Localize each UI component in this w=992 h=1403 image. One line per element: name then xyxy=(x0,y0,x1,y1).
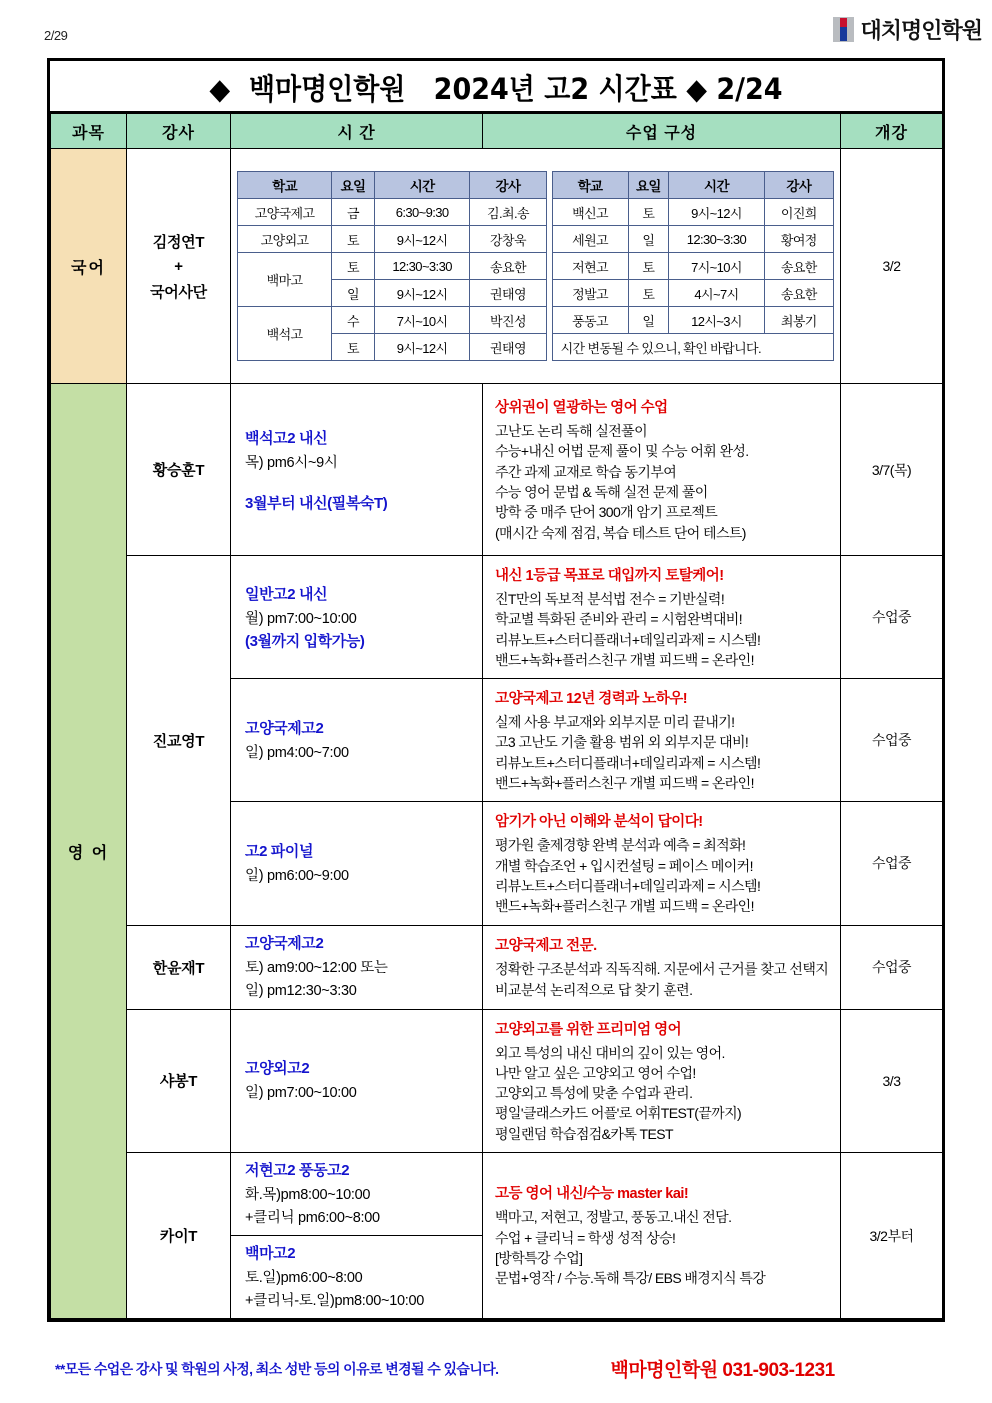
detail-line: 고난도 논리 독해 실전풀이 xyxy=(495,423,648,440)
start-date-english-0: 3/7(목) xyxy=(841,384,943,556)
inner-header-row xyxy=(552,172,833,199)
header-start: 개강 xyxy=(841,114,943,149)
time-line: +클리닉 pm6:00~8:00 xyxy=(245,1210,380,1227)
detail-line: 백마고, 저현고, 정발고, 풍동고.내신 전담. xyxy=(495,1209,732,1226)
detail-english-6 xyxy=(483,1153,841,1319)
start-date-english-3: 수업중 xyxy=(841,802,943,925)
detail-line: 수능+내신 어법 문제 풀이 및 수능 어휘 완성. xyxy=(495,443,749,460)
brand-logo xyxy=(833,14,982,45)
cell-school: 정발고 xyxy=(552,280,628,307)
cell-teacher: 김.최.송 xyxy=(470,199,546,226)
detail-english-0 xyxy=(483,384,841,556)
table-row xyxy=(552,253,833,280)
cell-teacher: 송요한 xyxy=(764,280,833,307)
time-english-0 xyxy=(231,384,483,556)
table-row xyxy=(552,199,833,226)
inner-header-school: 학교 xyxy=(552,172,628,199)
start-date-english-6: 3/2부터 xyxy=(841,1153,943,1319)
cell-teacher: 권태영 xyxy=(470,334,546,361)
korean-schedule-table-b xyxy=(552,171,834,361)
start-date-english-2: 수업중 xyxy=(841,679,943,802)
detail-line: 밴드+녹화+플러스친구 개별 피드백 = 온라인! xyxy=(495,898,754,915)
start-date-korean: 3/2 xyxy=(841,149,943,384)
detail-line: 평일랜덤 학습점검&카톡 TEST xyxy=(495,1125,673,1142)
table-header-row xyxy=(51,114,943,149)
time-line: 일) pm7:00~10:00 xyxy=(245,1085,357,1102)
inner-header-teacher: 강사 xyxy=(764,172,833,199)
detail-line: 학교별 특화된 준비와 관리 = 시험완벽대비! xyxy=(495,611,743,628)
time-note: (3월까지 입학가능) xyxy=(245,633,365,651)
detail-line: 밴드+녹화+플러스친구 개별 피드백 = 온라인! xyxy=(495,775,754,792)
cell-time: 9시~12시 xyxy=(374,334,469,361)
start-date-english-4: 수업중 xyxy=(841,925,943,1009)
teacher-name-line1: 김정연T xyxy=(152,233,205,251)
cell-day: 일 xyxy=(628,307,669,334)
inner-header-school: 학교 xyxy=(238,172,332,199)
cell-time: 12시~3시 xyxy=(669,307,764,334)
cell-school: 고양국제고 xyxy=(238,199,332,226)
time-line: 일) pm6:00~9:00 xyxy=(245,867,349,884)
time-note: 3월부터 내신(필복숙T) xyxy=(245,494,388,512)
detail-line: 평가원 출제경향 완벽 분석과 예측 = 최적화! xyxy=(495,837,746,854)
inner-header-row xyxy=(238,172,547,199)
page-number: 2/29 xyxy=(44,28,68,43)
detail-line: 실제 사용 부교재와 외부지문 미리 끝내기! xyxy=(495,714,735,731)
time-title: 일반고2 내신 xyxy=(245,586,328,604)
detail-line: 리뷰노트+스터디플래너+데일리과제 = 시스템! xyxy=(495,754,761,771)
time-english-3 xyxy=(231,802,483,925)
start-date-english-5: 3/3 xyxy=(841,1009,943,1152)
footer-phone: 백마명인학원 031-903-1231 xyxy=(610,1360,835,1381)
teacher-english-6: 카이T xyxy=(127,1153,231,1319)
cell-time: 6:30~9:30 xyxy=(374,199,469,226)
time-line: 월) pm7:00~10:00 xyxy=(245,611,357,628)
cell-school: 풍동고 xyxy=(552,307,628,334)
detail-line: 리뷰노트+스터디플래너+데일리과제 = 시스템! xyxy=(495,631,761,648)
teacher-english-1: 진교영T xyxy=(127,556,231,926)
time-english-2 xyxy=(231,679,483,802)
inner-header-teacher: 강사 xyxy=(470,172,546,199)
cell-day: 토 xyxy=(332,253,375,280)
detail-line: 정확한 구조분석과 직독직해. 지문에서 근거를 찾고 선택지 xyxy=(495,961,829,978)
time-title: 고2 파이널 xyxy=(245,842,314,860)
time-title: 고양국제고2 xyxy=(245,719,324,737)
detail-line: 평일'클래스카드 어플'로 어휘TEST(끝까지) xyxy=(495,1105,742,1122)
teacher-plus: + xyxy=(174,257,183,275)
detail-english-1 xyxy=(483,556,841,679)
detail-line: 수능 영어 문법 & 독해 실전 문제 풀이 xyxy=(495,484,708,500)
time-english-5 xyxy=(231,1009,483,1152)
table-row xyxy=(51,1009,943,1152)
table-row xyxy=(238,226,547,253)
teacher-english-0: 황승훈T xyxy=(127,384,231,556)
table-row xyxy=(552,307,833,334)
start-date-english-1: 수업중 xyxy=(841,556,943,679)
logo-mark-icon xyxy=(833,17,854,42)
time-line: 토.일)pm6:00~8:00 xyxy=(245,1270,363,1287)
detail-headline: 상위권이 열광하는 영어 수업 xyxy=(495,400,668,417)
detail-line: 나만 알고 싶은 고양외고 영어 수업! xyxy=(495,1064,696,1081)
brand-logo-text: 대치명인학원 xyxy=(860,18,982,43)
detail-english-4 xyxy=(483,925,841,1009)
detail-english-5 xyxy=(483,1009,841,1152)
teacher-english-4: 한윤재T xyxy=(127,925,231,1009)
cell-teacher: 송요한 xyxy=(470,253,546,280)
time-english-6b xyxy=(231,1236,483,1319)
cell-day: 수 xyxy=(332,307,375,334)
table-row xyxy=(552,226,833,253)
inner-header-time: 시간 xyxy=(374,172,469,199)
cell-day: 토 xyxy=(628,253,669,280)
cell-day: 일 xyxy=(332,280,375,307)
table-row xyxy=(238,199,547,226)
table-row xyxy=(51,384,943,556)
table-row xyxy=(51,1153,943,1236)
detail-line: 문법+영작 / 수능.독해 특강/ EBS 배경지식 특강 xyxy=(495,1270,766,1287)
detail-line: 고양외고 특성에 맞춘 수업과 관리. xyxy=(495,1085,693,1102)
teacher-name-line2: 국어사단 xyxy=(150,283,207,301)
detail-line: 외고 특성의 내신 대비의 깊이 있는 영어. xyxy=(495,1044,725,1061)
cell-time: 7시~10시 xyxy=(669,253,764,280)
cell-time: 9시~12시 xyxy=(374,280,469,307)
time-english-4 xyxy=(231,925,483,1009)
time-line: 일) pm4:00~7:00 xyxy=(245,744,349,761)
teacher-english-5: 샤봉T xyxy=(127,1009,231,1152)
table-row xyxy=(552,280,833,307)
detail-headline: 암기가 아닌 이해와 분석이 답이다! xyxy=(495,814,703,831)
cell-day: 토 xyxy=(628,199,669,226)
cell-teacher: 박진성 xyxy=(470,307,546,334)
time-line: 일) pm12:30~3:30 xyxy=(245,983,357,1000)
time-line: +클리닉-토.일)pm8:00~10:00 xyxy=(245,1293,425,1310)
detail-line: 밴드+녹화+플러스친구 개별 피드백 = 온라인! xyxy=(495,651,754,668)
time-line: 토) am9:00~12:00 또는 xyxy=(245,960,388,977)
time-title: 고양국제고2 xyxy=(245,935,324,953)
detail-english-2 xyxy=(483,679,841,802)
table-row xyxy=(238,253,547,280)
table-row xyxy=(51,925,943,1009)
detail-line: [방학특강 수업] xyxy=(495,1250,583,1267)
schedule-change-note: 시간 변동될 수 있으니, 확인 바랍니다. xyxy=(552,334,833,361)
inner-header-day: 요일 xyxy=(332,172,375,199)
cell-teacher: 최봉기 xyxy=(764,307,833,334)
cell-day: 금 xyxy=(332,199,375,226)
detail-headline: 고등 영어 내신/수능 master kai! xyxy=(495,1186,689,1203)
korean-schedule-cell xyxy=(231,149,841,384)
header-subject: 과목 xyxy=(51,114,127,149)
teacher-korean xyxy=(127,149,231,384)
timetable-frame xyxy=(47,58,945,1322)
cell-time: 12:30~3:30 xyxy=(374,253,469,280)
time-title: 저현고2 풍동고2 xyxy=(245,1162,350,1180)
time-title: 고양외고2 xyxy=(245,1060,310,1078)
cell-school: 백신고 xyxy=(552,199,628,226)
inner-header-time: 시간 xyxy=(669,172,764,199)
subject-english: 영 어 xyxy=(51,384,127,1319)
detail-english-3 xyxy=(483,802,841,925)
cell-teacher: 이진희 xyxy=(764,199,833,226)
detail-headline: 고양외고를 위한 프리미엄 영어 xyxy=(495,1021,682,1038)
table-row xyxy=(51,556,943,679)
header-time: 시 간 xyxy=(231,114,483,149)
cell-day: 일 xyxy=(628,226,669,253)
time-english-1 xyxy=(231,556,483,679)
time-english-6a xyxy=(231,1153,483,1236)
detail-line: 개별 학습조언 + 입시컨설팅 = 페이스 메이커! xyxy=(495,857,753,874)
cell-day: 토 xyxy=(628,280,669,307)
korean-schedule-table-a xyxy=(237,171,547,361)
detail-headline: 고양국제고 전문. xyxy=(495,938,597,955)
subject-korean: 국어 xyxy=(51,149,127,384)
table-row xyxy=(238,307,547,334)
detail-line: 수업 + 클리닉 = 학생 성적 상승! xyxy=(495,1229,676,1246)
cell-school: 백석고 xyxy=(238,307,332,361)
page-title: ◆ 백마명인학원 2024년 고2 시간표 ◆ 2/24 xyxy=(209,72,783,106)
time-line: 화.목)pm8:00~10:00 xyxy=(245,1187,371,1204)
cell-school: 저현고 xyxy=(552,253,628,280)
cell-teacher: 강창욱 xyxy=(470,226,546,253)
detail-line: 리뷰노트+스터디플래너+데일리과제 = 시스템! xyxy=(495,877,761,894)
title-band xyxy=(50,61,942,113)
page-footer xyxy=(47,1355,945,1382)
time-title: 백석고2 내신 xyxy=(245,429,328,447)
cell-teacher: 황여정 xyxy=(764,226,833,253)
inner-header-day: 요일 xyxy=(628,172,669,199)
cell-school: 백마고 xyxy=(238,253,332,307)
detail-line: 비교분석 논리적으로 답 찾기 훈련. xyxy=(495,981,693,998)
cell-day: 토 xyxy=(332,226,375,253)
time-title: 백마고2 xyxy=(245,1245,296,1263)
detail-line: 진T만의 독보적 분석법 전수 = 기반실력! xyxy=(495,591,725,607)
header-detail: 수업 구성 xyxy=(483,114,841,149)
detail-line: 방학 중 매주 단어 300개 암기 프로젝트 xyxy=(495,504,718,521)
detail-line: 고3 고난도 기출 활용 범위 외 외부지문 대비! xyxy=(495,734,749,751)
cell-school: 고양외고 xyxy=(238,226,332,253)
cell-teacher: 송요한 xyxy=(764,253,833,280)
footer-disclaimer: **모든 수업은 강사 및 학원의 사정, 최소 성반 등의 이유로 변경될 수 있습니다. xyxy=(55,1360,499,1377)
cell-time: 12:30~3:30 xyxy=(669,226,764,253)
detail-headline: 내신 1등급 목표로 대입까지 토탈케어! xyxy=(495,568,724,584)
cell-time: 9시~12시 xyxy=(669,199,764,226)
cell-time: 9시~12시 xyxy=(374,226,469,253)
cell-time: 7시~10시 xyxy=(374,307,469,334)
cell-time: 4시~7시 xyxy=(669,280,764,307)
table-row xyxy=(51,149,943,384)
detail-headline: 고양국제고 12년 경력과 노하우! xyxy=(495,691,688,708)
detail-line: 주간 과제 교재로 학습 동기부여 xyxy=(495,463,677,480)
detail-line: (매시간 숙제 점검, 복습 테스트 단어 테스트) xyxy=(495,524,746,541)
time-line: 목) pm6시~9시 xyxy=(245,454,338,471)
header-teacher: 강사 xyxy=(127,114,231,149)
cell-teacher: 권태영 xyxy=(470,280,546,307)
timetable xyxy=(50,113,943,1319)
table-row xyxy=(552,334,833,361)
page-topbar xyxy=(0,0,992,52)
cell-day: 토 xyxy=(332,334,375,361)
cell-school: 세원고 xyxy=(552,226,628,253)
